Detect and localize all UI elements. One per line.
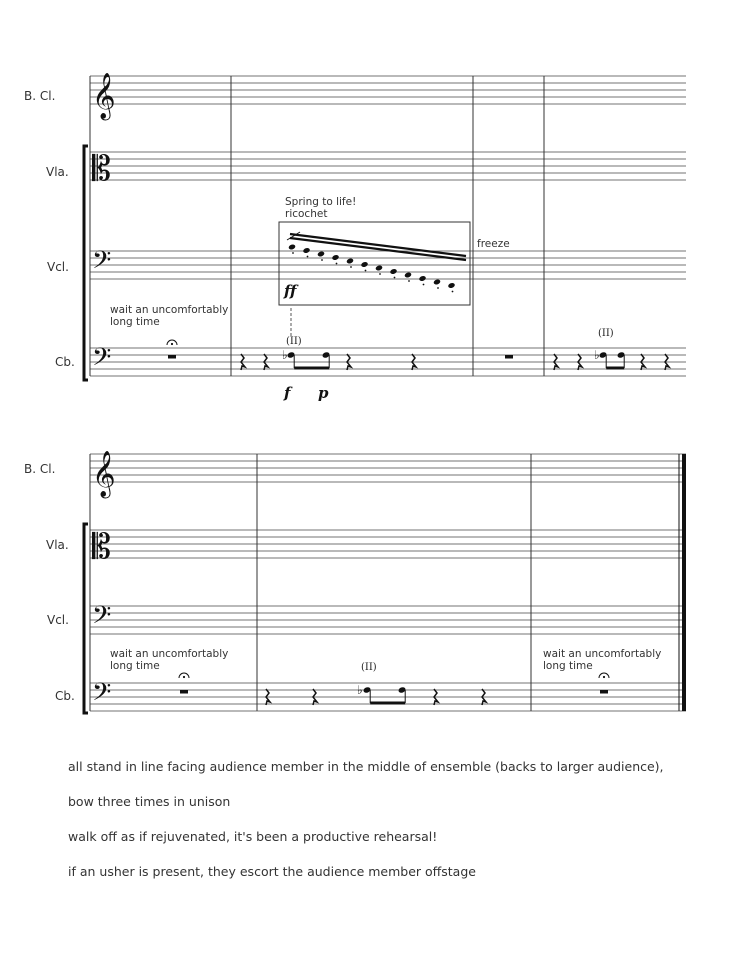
label-viola-2: Vla. bbox=[46, 538, 69, 552]
label-bass-clarinet: B. Cl. bbox=[24, 89, 56, 103]
ricochet-note bbox=[447, 282, 455, 289]
cb-wait-text-2: long time bbox=[110, 316, 160, 328]
label-cello: Vcl. bbox=[47, 260, 69, 274]
instruction-line: bow three times in unison bbox=[68, 794, 231, 809]
fermata-dot bbox=[171, 343, 173, 345]
staccato-dot bbox=[307, 256, 309, 258]
label-contrabass: Cb. bbox=[55, 355, 75, 369]
cb-wait-text-5: wait an uncomfortably bbox=[543, 648, 662, 660]
bass-clef: 𝄢 bbox=[92, 343, 112, 378]
spring-to-life-text: Spring to life! bbox=[285, 196, 357, 208]
strings-bracket bbox=[84, 146, 88, 380]
staccato-dot bbox=[394, 277, 396, 279]
staccato-dot bbox=[437, 287, 439, 289]
staccato-dot bbox=[350, 266, 352, 268]
system-1 bbox=[84, 73, 686, 380]
ricochet-note bbox=[346, 258, 354, 265]
ricochet-note bbox=[288, 244, 296, 251]
performance-instructions bbox=[68, 760, 708, 900]
bass-clef: 𝄢 bbox=[92, 678, 112, 713]
dynamic-p: p bbox=[318, 384, 329, 402]
ricochet-beam bbox=[290, 234, 466, 256]
label-contrabass-2: Cb. bbox=[55, 689, 75, 703]
cb-wait-text-4: long time bbox=[110, 660, 160, 672]
flat-accidental: ♭ bbox=[282, 348, 288, 362]
treble-clef: 𝄞 bbox=[92, 451, 116, 497]
label-viola: Vla. bbox=[46, 165, 69, 179]
staccato-dot bbox=[379, 273, 381, 275]
ricochet-note bbox=[389, 268, 397, 275]
alto-clef: 𝄡 bbox=[92, 527, 111, 567]
staccato-dot bbox=[365, 270, 367, 272]
system-2 bbox=[84, 451, 686, 713]
label-cello-2: Vcl. bbox=[47, 613, 69, 627]
ricochet-note bbox=[331, 254, 339, 261]
whole-rest bbox=[505, 355, 513, 359]
treble-clef: 𝄞 bbox=[92, 73, 116, 119]
fermata-dot bbox=[603, 676, 605, 678]
ricochet-note bbox=[404, 272, 412, 279]
ricochet-box bbox=[279, 222, 470, 305]
ricochet-beam bbox=[290, 238, 466, 260]
cb-wait-text-1: wait an uncomfortably bbox=[110, 304, 229, 316]
flat-accidental: ♭ bbox=[594, 348, 600, 362]
ricochet-note bbox=[360, 261, 368, 268]
label-bass-clarinet-2: B. Cl. bbox=[24, 462, 56, 476]
bass-clef: 𝄢 bbox=[92, 246, 112, 281]
cb-wait-text-6: long time bbox=[543, 660, 593, 672]
ricochet-text: ricochet bbox=[285, 208, 328, 220]
string-marking-ii-2: (II) bbox=[598, 328, 614, 339]
final-barline-thick bbox=[682, 454, 686, 711]
instruction-line: all stand in line facing audience member in the middle of ensemble (backs to larger audience), bbox=[68, 759, 664, 774]
dynamic-ff: ff bbox=[284, 282, 297, 300]
dynamic-f: f bbox=[284, 384, 291, 402]
ricochet-note bbox=[302, 247, 310, 254]
whole-rest bbox=[180, 690, 188, 694]
staccato-dot bbox=[452, 291, 454, 293]
staccato-dot bbox=[321, 259, 323, 261]
cb-wait-text-3: wait an uncomfortably bbox=[110, 648, 229, 660]
staccato-dot bbox=[423, 284, 425, 286]
whole-rest bbox=[168, 355, 176, 359]
string-marking-ii: (II) bbox=[286, 336, 302, 347]
ricochet-note bbox=[375, 265, 383, 272]
bass-clef: 𝄢 bbox=[92, 601, 112, 636]
string-marking-ii-3: (II) bbox=[361, 662, 377, 673]
staccato-dot bbox=[292, 252, 294, 254]
flat-accidental: ♭ bbox=[357, 683, 363, 697]
whole-rest bbox=[600, 690, 608, 694]
fermata-dot bbox=[183, 676, 185, 678]
ricochet-note bbox=[317, 251, 325, 258]
staccato-dot bbox=[408, 280, 410, 282]
instruction-line: if an usher is present, they escort the audience member offstage bbox=[68, 864, 476, 879]
ricochet-note bbox=[433, 279, 441, 286]
strings-bracket bbox=[84, 524, 88, 713]
freeze-text: freeze bbox=[477, 238, 510, 250]
alto-clef: 𝄡 bbox=[92, 149, 111, 189]
instruction-line: walk off as if rejuvenated, it's been a productive rehearsal! bbox=[68, 829, 438, 844]
staccato-dot bbox=[336, 263, 338, 265]
ricochet-note bbox=[418, 275, 426, 282]
